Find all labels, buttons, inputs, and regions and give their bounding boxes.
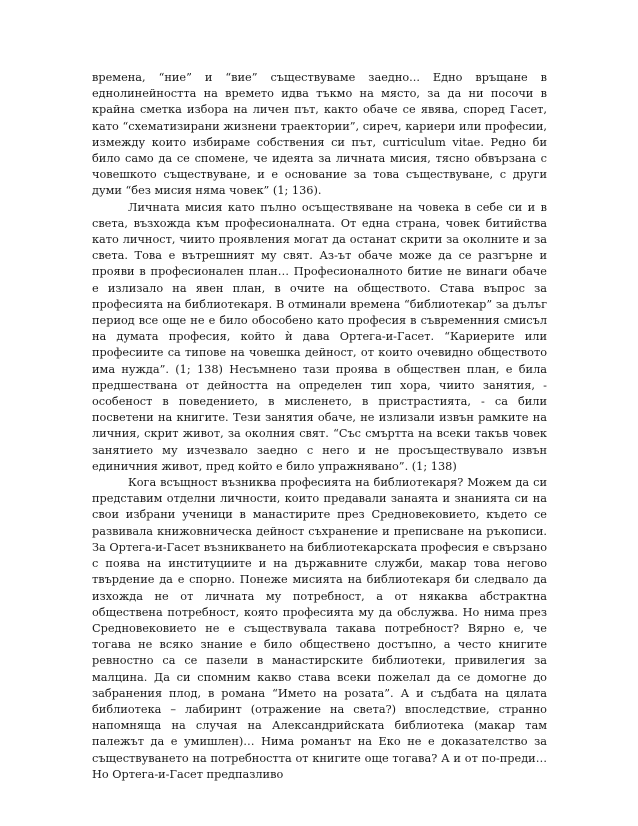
paragraph-2: Личната мисия като пълно осъществяване на човека в себе си и в света, възхожда към професионалната. От една страна, човек битийства като личност, чиито проявления могат да останат скрити за околните и за света. Това е вътрешният му свят. Аз-ът обаче може да се разгърне и прояви в професионален план… Професионалното битие не винаги обаче е излизало на явен план, в очите на обществото. Става въпрос за професията на библиотекаря. В отминали времена “библиотекар” за дълъг период все още не е било обособено като професия в съвременния смисъл на думата професия, който ѝ дава Ортега-и-Гасет. “Кариерите или професиите са типове на човешка дейност, от които очевидно обществото има нужда”. (1; 138) Несъмнено тази проява в обществен план, е била предшествана от дейността на определен тип хора, чиито занятия, - особеност в поведението, в мисленето, в пристрастията, - са били посветени на книгите. Тези занятия обаче, не излизали извън рамките на личния, скрит живот, за околния свят. “Със смъртта на всеки такъв човек занятието му изчезвало заедно с него и не просъществувало извън единичния живот, пред който е било упражнявано”. (1; 138) [92,200,547,473]
paragraph-3: Кога всъщност възниква професията на библиотекаря? Можем да си представим отделни личности, които предавали занаята и знанията си на свои избрани ученици в манастирите през Средновековието, където се развивала книжовническа дейност съхранение и преписване на ръкописи. За Ортега-и-Гасет възникването на библиотекарската професия е свързано с поява на институциите и на държавните служби, макар това негово твърдение да е спорно. Понеже мисията на библиотекаря би следвало да изхожда не от личната му потребност, а от някаква абстрактна обществена потребност, която професията му да обслужва. Но нима през Средновековието не е съществувала такава потребност? Вярно е, че тогава не всяко знание е било обществено достъпно, а често книгите ревностно са се пазели в манастирските библиотеки, привилегия за малцина. Да си спомним какво става всеки пожелал да се домогне до забранения плод, в романа “Името на розата”. А и съдбата на цялата библиотека – лабиринт (отражение на света?) впоследствие, странно напомняща на случая на Александрийската библиотека (макар там палежът да е умишлен)… Нима романът на Еко не е доказателство за съществуването на потребността от книгите още тогава? А и от по-преди… Но Ортега-и-Гасет предпазливо [92,476,547,781]
paragraph-1: времена, “ние” и “вие” съществуваме заедно... Едно връщане в еднолинейността на времето идва тъкмо на място, за да ни посочи в крайна сметка избора на личен път, както обаче се явява, според Гасет, като “схематизирани жизнени траектории”, сиреч, кариери или професии, измежду които избираме собствения си път, curriculum vitae. Редно би било само да се спомене, че идеята за личната мисия, тясно обвързана с човешкото съществуване, и е основание за това съществуване, с други думи “без мисия няма човек” (1; 136). [92,71,547,198]
document-page [92,70,547,783]
